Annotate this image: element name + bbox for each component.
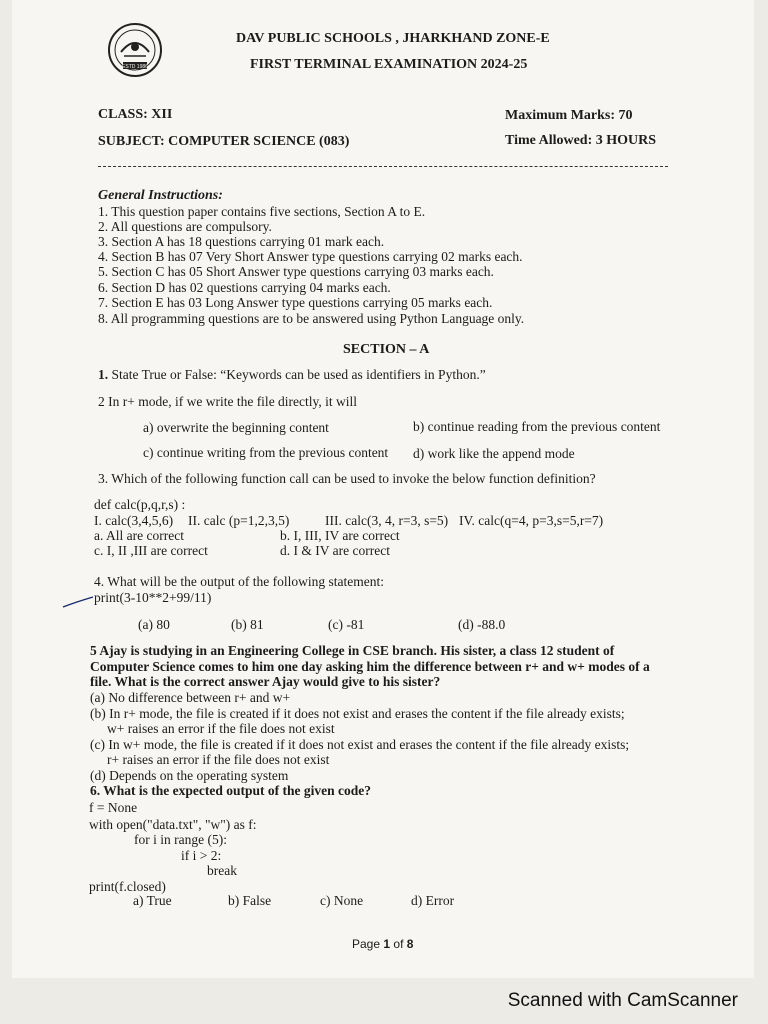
question-text: State True or False: “Keywords can be used as identifiers in Python.” (111, 367, 486, 382)
option-c: c) None (320, 893, 364, 908)
question-number: 1. (98, 367, 109, 382)
school-logo-icon (107, 22, 163, 78)
page-current: 1 (383, 937, 391, 951)
page-of: of (393, 937, 404, 951)
option-a: (a) 80 (138, 617, 170, 632)
option-d: (d) -88.0 (458, 617, 506, 632)
class-label: CLASS: XII (98, 107, 173, 122)
time-allowed: Time Allowed: 3 HOURS (505, 133, 657, 148)
code-line: f = None (89, 800, 138, 815)
option-a: (a) No difference between r+ and w+ (90, 690, 291, 705)
call-option-3: III. calc(3, 4, r=3, s=5) (325, 513, 449, 528)
question-6: 6. What is the expected output of the given code? (90, 783, 371, 798)
option-d: (d) Depends on the operating system (90, 768, 289, 783)
exam-title: FIRST TERMINAL EXAMINATION 2024-25 (250, 57, 528, 72)
question-5-line: Computer Science comes to him one day asking him the difference between r+ and w+ modes of a (90, 659, 650, 674)
page-prefix: Page (352, 937, 381, 951)
instruction-item: 8. All programming questions are to be answered using Python Language only. (98, 311, 525, 326)
code-line: if i > 2: (181, 848, 222, 863)
instruction-item: 7. Section E has 03 Long Answer type questions carrying 05 marks each. (98, 295, 493, 310)
logo-text: ESTD 1986 (122, 64, 148, 70)
option-d: d) work like the append mode (413, 446, 575, 461)
question-4: 4. What will be the output of the following statement: (94, 574, 384, 589)
option-d: d. I & IV are correct (280, 543, 390, 558)
option-b: (b) 81 (231, 617, 264, 632)
max-marks: Maximum Marks: 70 (505, 108, 633, 123)
option-c: c) continue writing from the previous content (143, 445, 389, 460)
instruction-item: 5. Section C has 05 Short Answer type questions carrying 03 marks each. (98, 264, 494, 279)
option-a: a) overwrite the beginning content (143, 420, 329, 435)
page-total: 8 (406, 937, 414, 951)
call-option-1: I. calc(3,4,5,6) (94, 513, 174, 528)
question-3: 3. Which of the following function call can be used to invoke the below function definition? (98, 471, 596, 486)
instruction-item: 2. All questions are compulsory. (98, 219, 272, 234)
option-c: (c) In w+ mode, the file is created if it does not exist and erases the content if the file already exists; (90, 737, 630, 752)
option-a: a. All are correct (94, 528, 184, 543)
option-b: b) False (228, 893, 272, 908)
code-line: with open("data.txt", "w") as f: (89, 817, 257, 832)
instructions-title: General Instructions: (98, 188, 223, 203)
scanner-watermark: Scanned with CamScanner (507, 990, 738, 1011)
subject-label: SUBJECT: COMPUTER SCIENCE (083) (98, 134, 350, 149)
code-line: break (207, 863, 237, 878)
question-5-line: 5 Ajay is studying in an Engineering College in CSE branch. His sister, a class 12 student of (90, 643, 615, 658)
option-b: b. I, III, IV are correct (280, 528, 400, 543)
option-b: (b) In r+ mode, the file is created if it does not exist and erases the content if the file already exists; (90, 706, 625, 721)
option-d: d) Error (411, 893, 455, 908)
instruction-item: 1. This question paper contains five sections, Section A to E. (98, 204, 426, 219)
code-line: print(3-10**2+99/11) (94, 590, 212, 605)
instruction-item: 6. Section D has 02 questions carrying 04 marks each. (98, 280, 391, 295)
code-line: for i in range (5): (134, 832, 227, 847)
call-option-2: II. calc (p=1,2,3,5) (188, 513, 290, 528)
option-c-continued: r+ raises an error if the file does not exist (107, 752, 330, 767)
option-c: c. I, II ,III are correct (94, 543, 208, 558)
question-2: 2 In r+ mode, if we write the file directly, it will (98, 394, 358, 409)
option-c: (c) -81 (328, 617, 365, 632)
header-divider (98, 166, 668, 167)
instruction-item: 4. Section B has 07 Very Short Answer type questions carrying 02 marks each. (98, 249, 523, 264)
pen-mark-icon (62, 596, 94, 608)
question-5-line: file. What is the correct answer Ajay would give to his sister? (90, 674, 441, 689)
option-b: b) continue reading from the previous content (413, 419, 661, 434)
page-number (352, 937, 413, 951)
call-option-4: IV. calc(q=4, p=3,s=5,r=7) (459, 513, 604, 528)
option-b-continued: w+ raises an error if the file does not exist (107, 721, 335, 736)
school-name: DAV PUBLIC SCHOOLS , JHARKHAND ZONE-E (236, 31, 550, 46)
question-1 (98, 367, 486, 383)
section-heading: SECTION – A (343, 342, 430, 357)
instruction-item: 3. Section A has 18 questions carrying 01 mark each. (98, 234, 385, 249)
code-line: def calc(p,q,r,s) : (94, 497, 186, 512)
option-a: a) True (133, 893, 172, 908)
code-line: print(f.closed) (89, 879, 166, 894)
